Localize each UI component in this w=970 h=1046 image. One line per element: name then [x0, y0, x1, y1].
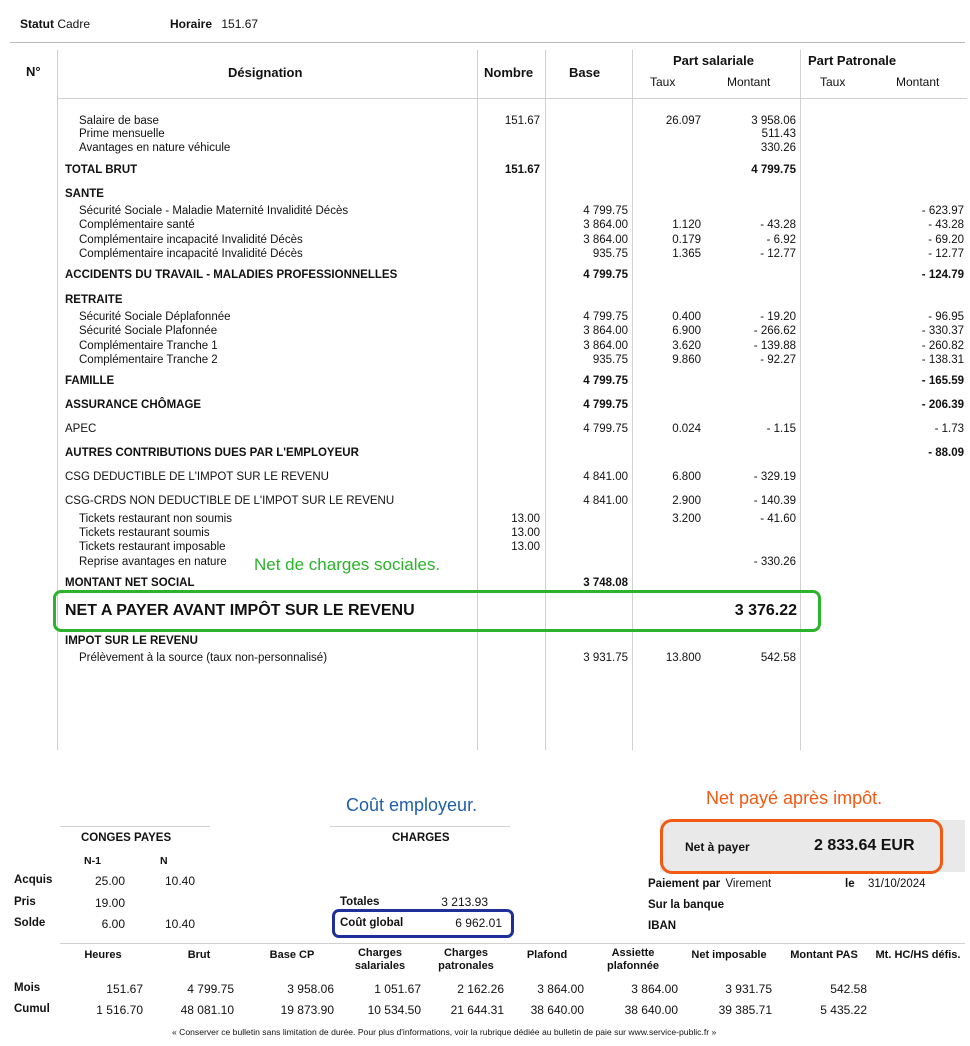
row-label: Tickets restaurant non soumis — [79, 513, 232, 525]
date-label: le — [845, 878, 855, 890]
row-base: 4 799.75 — [583, 205, 628, 217]
summary-header: Base CP — [269, 949, 315, 961]
row-montant-salarial: - 1.15 — [766, 423, 796, 435]
conges-row-n1: 19.00 — [94, 896, 125, 910]
conges-row-n: 10.40 — [164, 874, 195, 888]
conges-title: CONGES PAYES — [81, 832, 172, 844]
row-label: Sécurité Sociale Plafonnée — [79, 325, 218, 337]
summary-cell: 48 081.10 — [180, 1003, 234, 1017]
conges-col-n: N — [160, 855, 168, 867]
row-base: 935.75 — [592, 354, 628, 366]
conges-row-label: Acquis — [14, 874, 53, 886]
row-montant-salarial: - 41.60 — [760, 513, 796, 525]
row-montant-patronal: - 330.37 — [921, 325, 964, 337]
row-montant-salarial: - 140.39 — [753, 495, 796, 507]
summary-header: Heures — [84, 949, 122, 961]
conges-col-n1: N-1 — [84, 855, 101, 867]
row-montant-salarial: 511.43 — [761, 128, 796, 140]
col-part-salariale: Part salariale — [673, 53, 754, 68]
row-montant-salarial: - 330.26 — [753, 556, 796, 568]
row-montant-salarial: - 43.28 — [760, 219, 796, 231]
row-base: 3 864.00 — [583, 234, 628, 246]
row-taux-salarial: 0.400 — [672, 311, 701, 323]
col-base: Base — [569, 65, 601, 80]
row-base: 4 799.75 — [583, 269, 628, 281]
summary-cell: 19 873.90 — [280, 1003, 334, 1017]
row-nombre: 151.67 — [504, 115, 540, 127]
summary-cell: 5 435.22 — [820, 1003, 867, 1017]
row-montant-salarial: - 12.77 — [760, 248, 796, 260]
col-designation: Désignation — [228, 65, 303, 80]
horaire-value: 151.67 — [221, 17, 259, 31]
summary-header: Charges patronales — [438, 947, 494, 972]
row-label: Complémentaire Tranche 1 — [79, 340, 218, 352]
summary-header: Montant PAS — [790, 949, 858, 961]
summary-cell: 38 640.00 — [530, 1003, 584, 1017]
net-avant-impot-label: NET A PAYER AVANT IMPÔT SUR LE REVENU — [65, 602, 415, 619]
row-montant-salarial: 542.58 — [760, 652, 796, 664]
summary-top-rule — [60, 943, 965, 944]
row-base: 935.75 — [592, 248, 628, 260]
summary-cell: 39 385.71 — [718, 1003, 772, 1017]
summary-header: Assiette plafonnée — [607, 947, 659, 972]
row-nombre: 13.00 — [511, 527, 540, 539]
summary-cell: 3 864.00 — [537, 982, 584, 996]
col-taux-patronal: Taux — [820, 75, 846, 89]
row-montant-patronal: - 165.59 — [921, 375, 964, 387]
row-base: 3 931.75 — [583, 652, 628, 664]
row-montant-salarial: - 6.92 — [766, 234, 796, 246]
row-label: Reprise avantages en nature — [79, 556, 227, 568]
annotation-cout-employeur: Coût employeur. — [346, 795, 478, 815]
net-payer-value: 2 833.64 EUR — [814, 837, 915, 854]
row-montant-salarial: 3 958.06 — [751, 115, 796, 127]
summary-cell: 38 640.00 — [624, 1003, 678, 1017]
row-montant-patronal: - 96.95 — [928, 311, 964, 323]
row-montant-patronal: - 88.09 — [928, 447, 964, 459]
conges-row-n1: 25.00 — [94, 874, 125, 888]
row-nombre: 13.00 — [511, 513, 540, 525]
summary-cell: 3 958.06 — [287, 982, 334, 996]
row-label: CSG DEDUCTIBLE DE L'IMPOT SUR LE REVENU — [65, 471, 329, 483]
row-montant-patronal: - 12.77 — [928, 248, 964, 260]
row-label: Tickets restaurant soumis — [79, 527, 210, 539]
conges-row-label: Solde — [14, 917, 46, 929]
row-label: IMPOT SUR LE REVENU — [65, 635, 198, 647]
row-taux-salarial: 13.800 — [665, 652, 701, 664]
row-label: Complémentaire incapacité Invalidité Décès — [79, 248, 303, 260]
col-taux-salarial: Taux — [650, 75, 676, 89]
row-base: 3 748.08 — [583, 577, 628, 589]
statut-value: Cadre — [57, 17, 91, 31]
summary-cell: 2 162.26 — [457, 982, 504, 996]
row-label: AUTRES CONTRIBUTIONS DUES PAR L'EMPLOYEUR — [65, 447, 359, 459]
row-taux-salarial: 3.200 — [672, 513, 701, 525]
row-taux-salarial: 0.179 — [672, 234, 701, 246]
summary-row-label: Cumul — [14, 1003, 50, 1015]
row-base: 4 841.00 — [583, 471, 628, 483]
net-payer-label: Net à payer — [685, 840, 750, 854]
summary-cell: 21 644.31 — [450, 1003, 504, 1017]
summary-cell: 1 051.67 — [374, 982, 421, 996]
row-label: Complémentaire incapacité Invalidité Décès — [79, 234, 303, 246]
row-label: Prélèvement à la source (taux non-personnalisé) — [79, 652, 328, 664]
row-label: Avantages en nature véhicule — [79, 142, 231, 154]
row-label: Sécurité Sociale Déplafonnée — [79, 311, 231, 323]
row-base: 4 841.00 — [583, 495, 628, 507]
conges-row-n: 10.40 — [164, 917, 195, 931]
statut-label: Statut — [20, 17, 54, 31]
row-taux-salarial: 2.900 — [672, 495, 701, 507]
annotation-net-charges: Net de charges sociales. — [254, 555, 441, 574]
row-base: 3 864.00 — [583, 325, 628, 337]
conges-rule — [60, 826, 210, 827]
row-base: 4 799.75 — [583, 311, 628, 323]
summary-header: Net imposable — [691, 949, 767, 961]
summary-header: Mt. HC/HS défis. — [875, 949, 961, 961]
row-taux-salarial: 1.365 — [672, 248, 701, 260]
row-montant-salarial: - 329.19 — [753, 471, 796, 483]
row-taux-salarial: 1.120 — [672, 219, 701, 231]
row-montant-patronal: - 138.31 — [921, 354, 964, 366]
row-taux-salarial: 26.097 — [665, 115, 701, 127]
col-divider — [477, 50, 478, 750]
summary-cell: 542.58 — [830, 982, 867, 996]
row-taux-salarial: 6.800 — [672, 471, 701, 483]
row-base: 4 799.75 — [583, 375, 628, 387]
row-label: Complémentaire Tranche 2 — [79, 354, 218, 366]
row-montant-patronal: - 623.97 — [921, 205, 964, 217]
cout-global-label: Coût global — [340, 917, 404, 929]
row-montant-patronal: - 69.20 — [928, 234, 964, 246]
row-label: RETRAITE — [65, 294, 123, 306]
row-taux-salarial: 6.900 — [672, 325, 701, 337]
row-label: Tickets restaurant imposable — [79, 541, 226, 553]
col-no: N° — [26, 64, 41, 79]
summary-cell: 1 516.70 — [96, 1003, 143, 1017]
col-part-patronale: Part Patronale — [808, 53, 897, 68]
row-montant-patronal: - 260.82 — [921, 340, 964, 352]
summary-cell: 151.67 — [106, 982, 143, 996]
row-label: ASSURANCE CHÔMAGE — [65, 399, 202, 411]
horaire-line — [170, 17, 258, 31]
charges-title: CHARGES — [392, 832, 450, 844]
summary-header: Charges salariales — [354, 947, 406, 972]
row-label: Prime mensuelle — [79, 128, 165, 140]
payment-date: 31/10/2024 — [868, 878, 926, 890]
row-taux-salarial: 0.024 — [672, 423, 701, 435]
banque-label: Sur la banque — [648, 899, 725, 911]
col-montant-salarial: Montant — [727, 75, 771, 89]
row-montant-salarial: - 266.62 — [753, 325, 796, 337]
row-base: 3 864.00 — [583, 340, 628, 352]
col-divider — [57, 50, 58, 750]
row-label: ACCIDENTS DU TRAVAIL - MALADIES PROFESSIONNELLES — [65, 269, 398, 281]
net-avant-impot-value: 3 376.22 — [734, 602, 797, 619]
cout-global-value: 6 962.01 — [455, 916, 502, 930]
row-montant-patronal: - 1.73 — [934, 423, 964, 435]
row-label: CSG-CRDS NON DEDUCTIBLE DE L'IMPOT SUR LE REVENU — [65, 495, 395, 507]
row-label: Complémentaire santé — [79, 219, 195, 231]
summary-cell: 4 799.75 — [187, 982, 234, 996]
row-label: MONTANT NET SOCIAL — [65, 577, 195, 589]
row-base: 4 799.75 — [583, 423, 628, 435]
row-montant-patronal: - 43.28 — [928, 219, 964, 231]
row-montant-salarial: 330.26 — [760, 142, 796, 154]
row-montant-salarial: - 92.27 — [760, 354, 796, 366]
row-label: Salaire de base — [79, 115, 159, 127]
summary-header: Brut — [187, 949, 211, 961]
iban-label: IBAN — [648, 920, 677, 932]
charges-totales-value: 3 213.93 — [441, 895, 488, 909]
col-nombre: Nombre — [484, 65, 534, 80]
row-label: APEC — [65, 423, 97, 435]
annotation-net-apres-impot: Net payé après impôt. — [706, 788, 883, 808]
paiement-value: Virement — [725, 878, 772, 890]
row-montant-salarial: - 139.88 — [753, 340, 796, 352]
summary-cell: 10 534.50 — [367, 1003, 421, 1017]
row-nombre: 13.00 — [511, 541, 540, 553]
row-montant-patronal: - 206.39 — [921, 399, 964, 411]
row-montant-salarial: - 19.20 — [760, 311, 796, 323]
row-base: 4 799.75 — [583, 399, 628, 411]
row-label: FAMILLE — [65, 375, 115, 387]
summary-cell: 3 931.75 — [725, 982, 772, 996]
footer-note: « Conserver ce bulletin sans limitation de durée. Pour plus d'informations, voir la rubrique dédiée au bulletin de paie sur www.service-public.fr » — [172, 1027, 717, 1037]
col-montant-patronal: Montant — [896, 75, 940, 89]
row-montant-salarial: 4 799.75 — [751, 164, 796, 176]
paiement-label: Paiement par — [648, 878, 721, 890]
summary-header: Plafond — [526, 949, 568, 961]
statut-line — [20, 17, 90, 31]
paiement-line — [648, 878, 771, 890]
conges-row-n1: 6.00 — [101, 917, 125, 931]
conges-row-label: Pris — [14, 896, 36, 908]
table-top-rule — [10, 42, 965, 43]
row-montant-patronal: - 124.79 — [921, 269, 964, 281]
horaire-label: Horaire — [170, 17, 213, 31]
row-label: TOTAL BRUT — [65, 164, 138, 176]
col-divider — [632, 50, 633, 750]
row-taux-salarial: 9.860 — [672, 354, 701, 366]
summary-cell: 3 864.00 — [631, 982, 678, 996]
row-nombre: 151.67 — [504, 164, 540, 176]
row-label: SANTE — [65, 188, 104, 200]
header-bottom-rule — [57, 98, 967, 99]
row-label: Sécurité Sociale - Maladie Maternité Invalidité Décès — [79, 205, 349, 217]
summary-row-label: Mois — [14, 982, 41, 994]
col-divider — [800, 50, 801, 750]
charges-rule — [330, 826, 510, 827]
row-taux-salarial: 3.620 — [672, 340, 701, 352]
row-base: 3 864.00 — [583, 219, 628, 231]
charges-totales-label: Totales — [340, 896, 380, 908]
